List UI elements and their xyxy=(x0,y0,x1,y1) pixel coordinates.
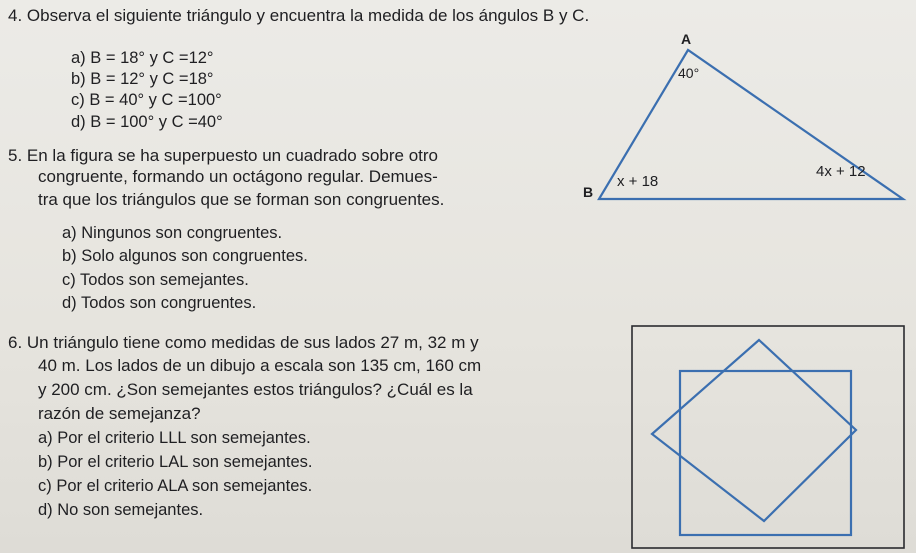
question-4-option-b: b) B = 12° y C =18° xyxy=(71,70,214,88)
vertex-a-label: A xyxy=(681,31,692,47)
upright-square xyxy=(680,371,851,535)
question-6-prompt-line-3: y 200 cm. ¿Son semejantes estos triángulos? ¿Cuál es la xyxy=(38,380,473,399)
question-5-prompt-line-2: congruente, formando un octágono regular. Demues- xyxy=(38,167,438,186)
question-5-option-d: d) Todos son congruentes. xyxy=(62,294,257,312)
question-4-option-c: c) B = 40° y C =100° xyxy=(71,91,222,109)
angle-b-expression: x + 18 xyxy=(617,173,659,190)
question-5-option-a: a) Ningunos son congruentes. xyxy=(62,224,283,242)
question-6-option-d: d) No son semejantes. xyxy=(38,501,204,519)
question-4-prompt: 4. Observa el siguiente triángulo y encuentra la medida de los ángulos B y C. xyxy=(8,6,590,25)
question-6-option-b: b) Por el criterio LAL son semejantes. xyxy=(38,453,313,471)
question-4-option-d: d) B = 100° y C =40° xyxy=(71,113,223,131)
rotated-square xyxy=(652,340,856,521)
question-6-prompt-line-1: 6. Un triángulo tiene como medidas de sus lados 27 m, 32 m y xyxy=(8,333,479,352)
question-6-option-a: a) Por el criterio LLL son semejantes. xyxy=(38,429,311,447)
question-6-prompt-line-4: razón de semejanza? xyxy=(38,404,201,423)
question-5-option-c: c) Todos son semejantes. xyxy=(62,271,249,289)
figure-frame xyxy=(632,326,904,548)
question-5-prompt-line-1: 5. En la figura se ha superpuesto un cuadrado sobre otro xyxy=(8,146,439,165)
question-5-option-b: b) Solo algunos son congruentes. xyxy=(62,247,308,265)
vertex-b-label: B xyxy=(583,184,594,200)
angle-c-expression: 4x + 12 xyxy=(816,163,866,180)
question-6-prompt-line-2: 40 m. Los lados de un dibujo a escala son 135 cm, 160 cm xyxy=(38,356,482,375)
question-6-option-c: c) Por el criterio ALA son semejantes. xyxy=(38,477,313,495)
question-5-prompt-line-3: tra que los triángulos que se forman son congruentes. xyxy=(38,190,445,209)
question-4-option-a: a) B = 18° y C =12° xyxy=(71,49,214,67)
angle-a-label: 40° xyxy=(678,65,700,81)
